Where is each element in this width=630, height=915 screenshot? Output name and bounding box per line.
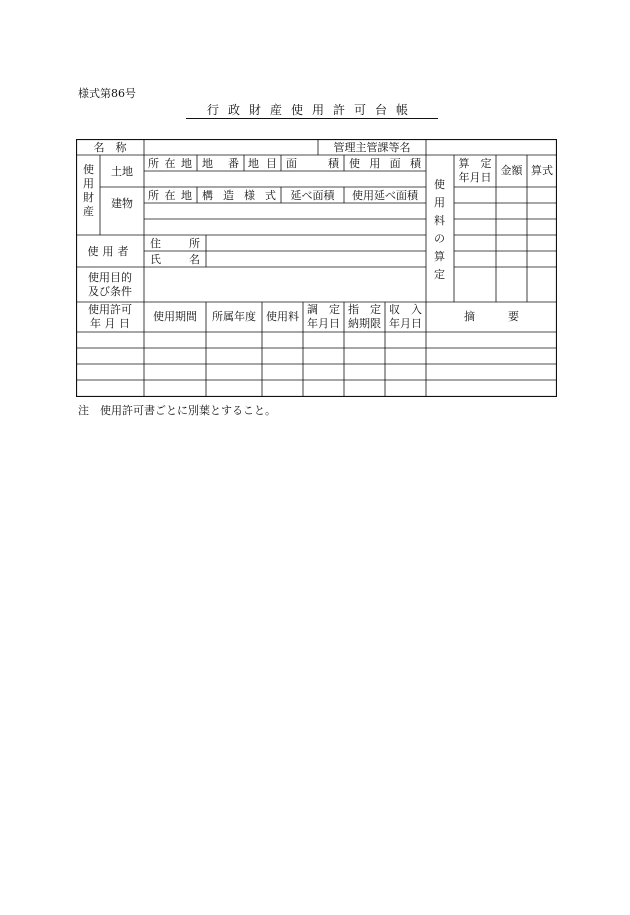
person-name-label: 氏名 [150, 253, 200, 266]
land-col-lot-number: 地番 [202, 157, 239, 170]
land-col-category: 地目 [248, 157, 277, 170]
history-col-adjust-date-line1: 調 定 [307, 303, 340, 316]
ledger-title: 行政財産使用許可台帳 [186, 102, 438, 119]
address-label: 住所 [150, 237, 200, 250]
fee-col-formula: 算式 [531, 164, 553, 177]
property-label: 使用財産 [83, 163, 94, 218]
manager-value-cell[interactable] [427, 140, 556, 154]
history-col-fee: 使用料 [266, 310, 299, 323]
building-col-floor-area: 延べ面積 [290, 189, 335, 202]
history-row[interactable] [77, 365, 556, 379]
person-name-value-cell[interactable] [207, 252, 425, 266]
history-col-fiscal-year: 所属年度 [212, 310, 256, 323]
history-col-receipt-line2: 年月日 [389, 317, 422, 330]
name-value-cell[interactable] [145, 140, 317, 154]
history-col-due-line2: 納期限 [348, 317, 381, 330]
history-row[interactable] [77, 381, 556, 395]
purpose-label-line2: 及び条件 [88, 285, 132, 298]
footer-note: 注 使用許可書ごとに別葉とすること。 [78, 404, 276, 417]
history-col-period: 使用期間 [153, 310, 197, 323]
building-col-structure: 構造様式 [202, 189, 276, 202]
fee-col-calc-date-line1: 算 定 [458, 157, 492, 170]
fee-col-calc-date-line2: 年月日 [458, 171, 492, 184]
history-col-due-line1: 指 定 [348, 303, 381, 316]
land-col-location: 所在地 [148, 157, 192, 170]
purpose-value-cell[interactable] [145, 268, 425, 301]
history-row[interactable] [77, 333, 556, 347]
manager-label: 管理主管課等名 [333, 141, 411, 154]
building-label: 建物 [111, 197, 133, 210]
history-col-remarks: 摘 要 [464, 310, 519, 323]
history-col-receipt-line1: 収 入 [389, 303, 422, 316]
fee-col-amount: 金額 [500, 164, 523, 177]
building-col-location: 所在地 [148, 189, 192, 202]
ledger-table [76, 139, 557, 397]
address-value-cell[interactable] [207, 236, 425, 250]
land-col-area: 面積 [286, 157, 339, 170]
building-col-used-floor-area: 使用延べ面積 [352, 189, 418, 202]
history-row[interactable] [77, 349, 556, 363]
user-label: 使用者 [87, 245, 133, 258]
history-col-permit-date-line1: 使用許可 [88, 303, 132, 316]
land-label: 土地 [111, 165, 133, 178]
land-col-used-area: 使用面積 [349, 157, 421, 170]
history-col-permit-date-line2: 年 月 日 [90, 317, 130, 330]
form-number: 様式第86号 [78, 87, 136, 100]
history-col-adjust-date-line2: 年月日 [307, 317, 340, 330]
name-label: 名 称 [93, 141, 127, 154]
fee-calc-label: 使用料の算定 [434, 178, 445, 281]
purpose-label-line1: 使用目的 [88, 271, 132, 284]
